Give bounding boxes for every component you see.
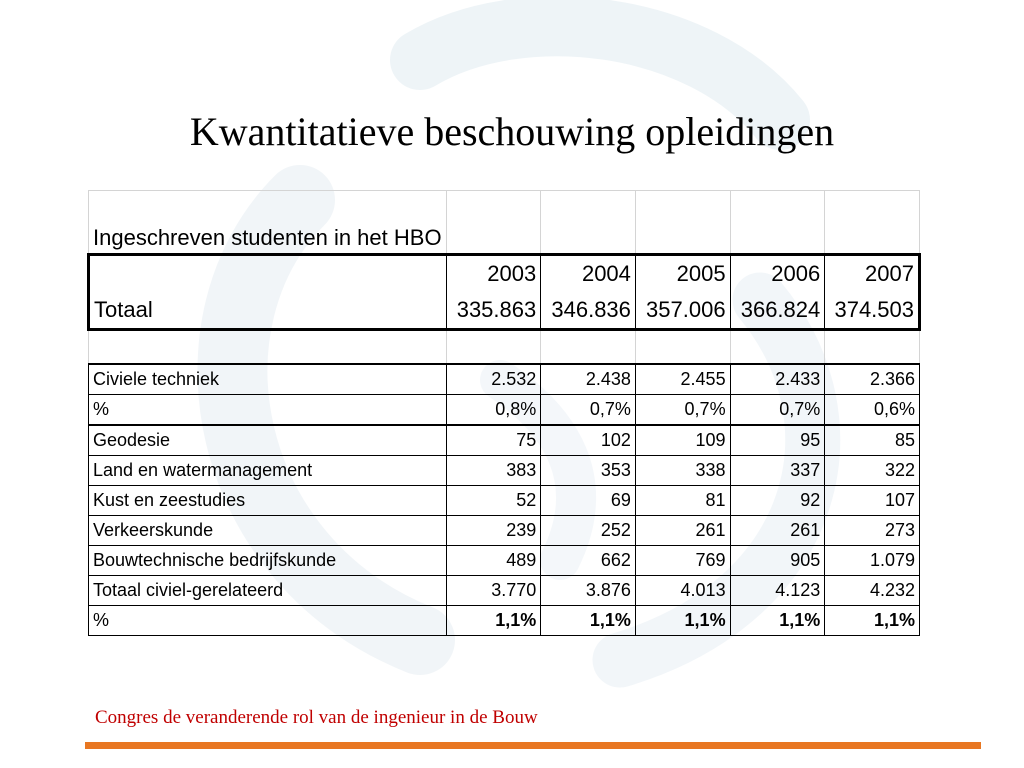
slide-title: Kwantitatieve beschouwing opleidingen (189, 109, 835, 154)
cell-value: 75 (446, 425, 541, 456)
cell-value: 252 (541, 516, 636, 546)
row-label: Bouwtechnische bedrijfskunde (89, 546, 447, 576)
cell-value: 1,1% (635, 606, 730, 636)
empty-cell (730, 191, 825, 255)
row-label: Geodesie (89, 425, 447, 456)
cell-value: 4.013 (635, 576, 730, 606)
row-label: Verkeerskunde (89, 516, 447, 546)
cell-value: 107 (825, 486, 920, 516)
cell-value: 261 (730, 516, 825, 546)
footer-text: Congres de veranderende rol van de ingenieur in de Bouw (95, 707, 538, 728)
empty-cell (446, 330, 541, 365)
cell-value: 1,1% (541, 606, 636, 636)
cell-value: 357.006 (635, 292, 730, 330)
cell-value: 338 (635, 456, 730, 486)
cell-value: 0,8% (446, 395, 541, 426)
cell-value: 0,7% (730, 395, 825, 426)
year-header: 2004 (541, 255, 636, 293)
cell-value: 2.532 (446, 364, 541, 395)
cell-value: 261 (635, 516, 730, 546)
cell-value: 2.455 (635, 364, 730, 395)
cell-value: 662 (541, 546, 636, 576)
cell-value: 3.770 (446, 576, 541, 606)
row-label: Totaal civiel-gerelateerd (89, 576, 447, 606)
cell-value: 489 (446, 546, 541, 576)
cell-value: 322 (825, 456, 920, 486)
year-header: 2007 (825, 255, 920, 293)
spacer-row (89, 330, 920, 365)
cell-value: 0,7% (635, 395, 730, 426)
cell-value: 102 (541, 425, 636, 456)
empty-cell (446, 191, 541, 255)
cell-value: 335.863 (446, 292, 541, 330)
year-header: 2006 (730, 255, 825, 293)
row-label: Land en watermanagement (89, 456, 447, 486)
cell-value: 346.836 (541, 292, 636, 330)
cell-value: 4.123 (730, 576, 825, 606)
empty-cell (825, 330, 920, 365)
cell-value: 273 (825, 516, 920, 546)
row-label: Civiele techniek (89, 364, 447, 395)
total-row (89, 292, 920, 330)
empty-cell (635, 191, 730, 255)
cell-value: 769 (635, 546, 730, 576)
enrollment-table (87, 190, 921, 636)
cell-value: 374.503 (825, 292, 920, 330)
cell-value: 2.366 (825, 364, 920, 395)
empty-cell (825, 191, 920, 255)
empty-cell (730, 330, 825, 365)
row-label: % (89, 606, 447, 636)
table-row (89, 576, 920, 606)
year-header: 2005 (635, 255, 730, 293)
cell-value: 2.438 (541, 364, 636, 395)
year-header: 2003 (446, 255, 541, 293)
cell-value: 353 (541, 456, 636, 486)
cell-value: 366.824 (730, 292, 825, 330)
table-heading: Ingeschreven studenten in het HBO (89, 191, 447, 255)
empty-cell (541, 191, 636, 255)
cell-value: 85 (825, 425, 920, 456)
cell-value: 95 (730, 425, 825, 456)
empty-cell (635, 330, 730, 365)
empty-cell (541, 330, 636, 365)
table-row (89, 364, 920, 395)
cell-value: 4.232 (825, 576, 920, 606)
row-label: % (89, 395, 447, 426)
table-row (89, 606, 920, 636)
cell-value: 1,1% (446, 606, 541, 636)
cell-value: 905 (730, 546, 825, 576)
cell-value: 337 (730, 456, 825, 486)
cell-value: 52 (446, 486, 541, 516)
table-row (89, 486, 920, 516)
cell-value: 3.876 (541, 576, 636, 606)
cell-value: 2.433 (730, 364, 825, 395)
cell-value: 1,1% (730, 606, 825, 636)
cell-value: 69 (541, 486, 636, 516)
year-header-row (89, 255, 920, 293)
empty-cell (89, 255, 447, 293)
cell-value: 0,7% (541, 395, 636, 426)
cell-value: 1,1% (825, 606, 920, 636)
table-row (89, 425, 920, 456)
cell-value: 92 (730, 486, 825, 516)
cell-value: 383 (446, 456, 541, 486)
row-label: Totaal (89, 292, 447, 330)
empty-cell (89, 330, 447, 365)
table-heading-row (89, 191, 920, 255)
cell-value: 0,6% (825, 395, 920, 426)
footer-divider (85, 742, 981, 749)
row-label: Kust en zeestudies (89, 486, 447, 516)
table-row (89, 546, 920, 576)
table-row (89, 456, 920, 486)
cell-value: 81 (635, 486, 730, 516)
cell-value: 239 (446, 516, 541, 546)
cell-value: 109 (635, 425, 730, 456)
table-row (89, 516, 920, 546)
cell-value: 1.079 (825, 546, 920, 576)
table-row (89, 395, 920, 426)
